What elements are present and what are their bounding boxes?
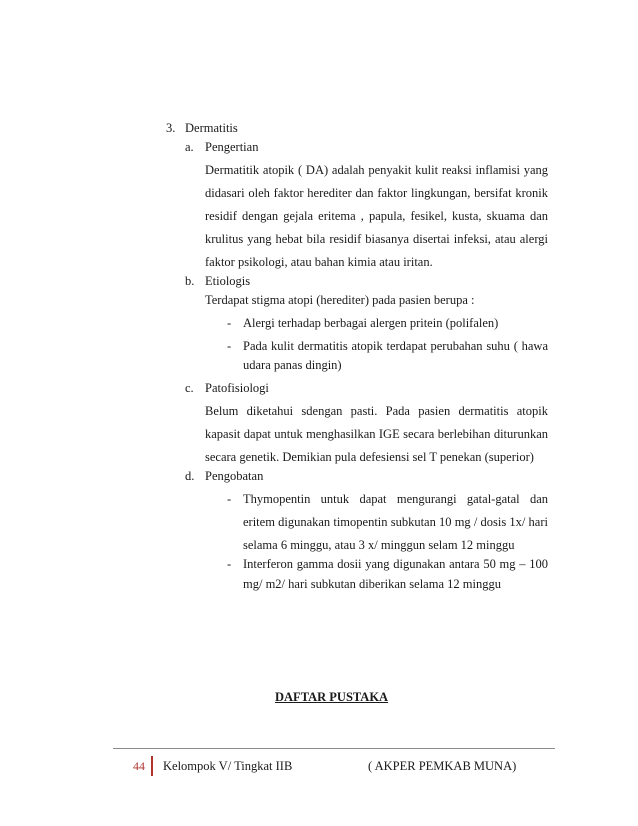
treatment-item: selama 6 minggu, atau 3 x/ minggun selam 12 minggu bbox=[243, 538, 515, 552]
treatment-item: Interferon gamma dosii yang digunakan antara 50 mg – 100 bbox=[243, 557, 548, 571]
subsection-a-letter: a. bbox=[185, 140, 194, 154]
subsection-b-letter: b. bbox=[185, 274, 195, 288]
subsection-a-title: Pengertian bbox=[205, 140, 259, 154]
treatment-item: Thymopentin untuk dapat mengurangi gatal-gatal dan bbox=[243, 492, 548, 506]
treatment-item: eritem digunakan timopentin subkutan 10 mg / dosis 1x/ hari bbox=[243, 515, 548, 529]
footer-divider bbox=[113, 748, 555, 749]
pathophysiology-line: secara genetik. Demikian pula defesiensi sel T penekan (superior) bbox=[205, 450, 534, 464]
definition-line: didasari oleh faktor herediter dan faktor lingkungan, bersifat kronik bbox=[205, 186, 548, 200]
footer-institution: ( AKPER PEMKAB MUNA) bbox=[368, 759, 517, 773]
definition-line: krulitus yang hebat bila residif biasanya disertai infeksi, atau alergi bbox=[205, 232, 548, 246]
subsection-d-title: Pengobatan bbox=[205, 469, 264, 483]
bullet-dash: - bbox=[227, 339, 232, 353]
footer-group: Kelompok V/ Tingkat IIB bbox=[163, 759, 293, 773]
definition-line: Dermatitik atopik ( DA) adalah penyakit kulit reaksi inflamisi yang bbox=[205, 163, 548, 177]
definition-line: faktor psikologi, atau bahan kimia atau iritan. bbox=[205, 255, 433, 269]
etiology-item: Alergi terhadap berbagai alergen pritein (polifalen) bbox=[243, 316, 499, 330]
subsection-c-letter: c. bbox=[185, 381, 194, 395]
etiology-intro: Terdapat stigma atopi (herediter) pada pasien berupa : bbox=[205, 293, 475, 307]
subsection-d-letter: d. bbox=[185, 469, 195, 483]
section-number: 3. bbox=[166, 121, 176, 135]
section-title: Dermatitis bbox=[185, 121, 238, 135]
pathophysiology-line: kapasit dapat untuk menghasilkan IGE secara berlebihan diturunkan bbox=[205, 427, 548, 441]
references-heading: DAFTAR PUSTAKA bbox=[275, 690, 389, 704]
subsection-b-title: Etiologis bbox=[205, 274, 251, 288]
page-number: 44 bbox=[113, 756, 153, 776]
subsection-c-title: Patofisiologi bbox=[205, 381, 269, 395]
pathophysiology-line: Belum diketahui sdengan pasti. Pada pasien dermatitis atopik bbox=[205, 404, 548, 418]
treatment-item: mg/ m2/ hari subkutan diberikan selama 12 minggu bbox=[243, 577, 501, 591]
etiology-item: Pada kulit dermatitis atopik terdapat perubahan suhu ( hawa bbox=[243, 339, 548, 353]
bullet-dash: - bbox=[227, 316, 232, 330]
bullet-dash: - bbox=[227, 557, 232, 571]
definition-line: residif dengan gejala eritema , papula, fesikel, kusta, skuama dan bbox=[205, 209, 548, 223]
bullet-dash: - bbox=[227, 492, 232, 506]
etiology-item: udara panas dingin) bbox=[243, 358, 342, 372]
